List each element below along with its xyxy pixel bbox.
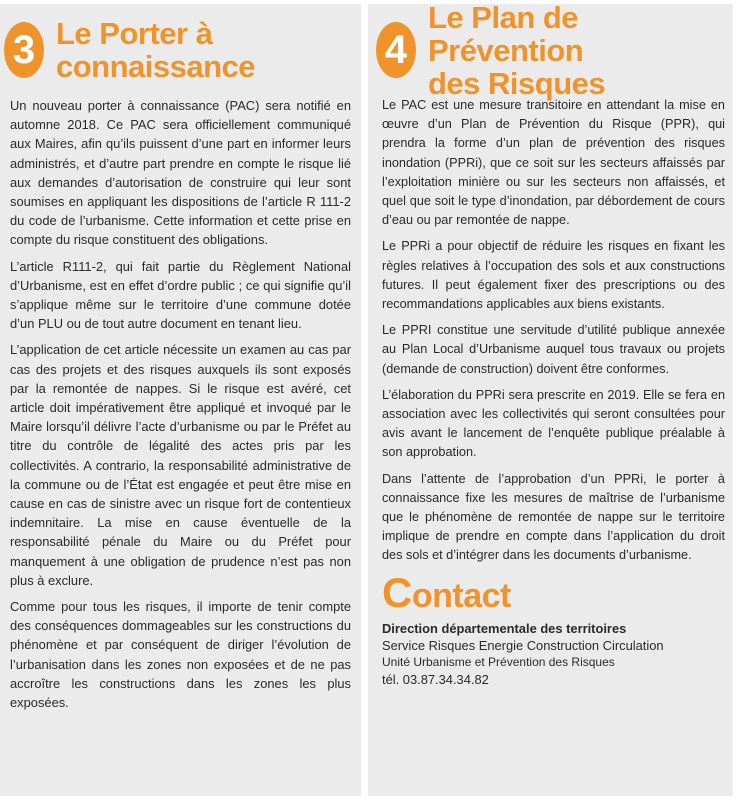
paragraph: Le PPRI constitue une servitude d’utilité publique annexée au Plan Local d’Urbanisme auquel tous travaux ou projets (demande de construction) doivent être conformes. (382, 323, 725, 376)
contact-service: Service Risques Energie Construction Circulation (382, 637, 664, 653)
contact-phone: tél. 03.87.34.34.82 (382, 671, 489, 687)
paragraph: Le PPRi a pour objectif de réduire les risques en fixant les règles relatives à l’occupation des sols et aux constructions futures. Il peut également fixer des prescriptions ou des recommandations applicables aux biens existants. (382, 239, 725, 312)
section-porter-a-connaissance (0, 4, 361, 796)
paragraph: Un nouveau porter à connaissance (PAC) sera notifié en automne 2018. Ce PAC sera officiellement communiqué aux Maires, afin qu’ils puissent d’une part en informer leurs administrés, et d’autre part prendre en compte le risque lié aux demandes d’autorisation de construire qui leur sont soumises en appliquant les dispositions de l’article R 111-2 du code de l’urbanisme. Cette information et cette prise en compte du risque constituent des obligations. (10, 98, 351, 248)
section-number-badge: 4 (376, 22, 416, 78)
paragraph: Comme pour tous les risques, il importe de tenir compte des conséquences dommageables sur les constructions du phénomène et par conséquent de diriger l’évolution de l’urbanisation dans les zones non exposées et de ne pas accroître les constructions dans les zones les plus exposées. (10, 599, 351, 711)
contact-organization: Direction départementale des territoires (382, 620, 627, 636)
section-header (4, 4, 351, 96)
section-title (56, 17, 255, 83)
contact-block (382, 568, 725, 688)
section-title-line-2: connaissance (56, 49, 256, 84)
section-title-line-1: Le Plan de Prévention (428, 0, 584, 68)
contact-title-initial: C (382, 568, 412, 616)
section-title (428, 1, 725, 100)
paragraph: L’application de cet article nécessite un examen au cas par cas des projets et des risques auxquels ils sont exposés par la remontée de nappes. Si le risque est avéré, cet article doit impérativement être appliqué et invoqué par le Maire lorsqu’il délivre l’acte d’urbanisme ou par le Préfet au titre du contrôle de légalité des actes pris par les collectivités. A contrario, la responsabilité administrative de la commune ou de l’État est engagée et peut être mise en cause en cas de sinistre avec un risque fort de contentieux indemnitaire. La mise en cause éventuelle de la responsabilité pénale du Maire ou du Préfet pour manquement à une obligation de prudence n’est pas non plus à exclure. (10, 342, 351, 588)
paragraph: L’élaboration du PPRi sera prescrite en 2019. Elle se fera en association avec les collectivités qui seront consultées pour avis avant le lancement de l’enquête publique préalable à son approbation. (382, 387, 725, 460)
section-header (376, 0, 725, 101)
section-title-line-2: des Risques (428, 65, 606, 101)
paragraph: Le PAC est une mesure transitoire en attendant la mise en œuvre d’un Plan de Prévention du Risque (PPR), qui prendra la forme d’un plan de prévention des risques inondation (PPRi), que ce soit sur les secteurs affaissés par l’exploitation minière ou sur les secteurs non affaissés, et quel que soit le type d’inondation, par débordement de cours d’eau ou par remontée de nappe. (382, 98, 725, 228)
section-title-line-1: Le Porter à (56, 16, 213, 51)
paragraph: L’article R111-2, qui fait partie du Règlement National d’Urbanisme, est en effet d’ordre public ; ce qui signifie qu’il s’applique même sur le territoire d’une commune dotée d’un PLU ou de tout autre document en tenant lieu. (10, 258, 351, 332)
section-body (10, 96, 351, 712)
contact-unit: Unité Urbanisme et Prévention des Risques (382, 654, 615, 669)
paragraph: Dans l’attente de l’approbation d’un PPRi, le porter à connaissance fixe les mesures de maîtrise de l’urbanisme que le phénomène de remontée de nappe sur le territoire implique de prendre en compte dans l’application du droit des sols et d’intégrer dans les documents d’urbanisme. (382, 471, 725, 563)
section-plan-prevention-risques (368, 0, 733, 796)
contact-title (382, 568, 725, 616)
contact-title-rest: ontact (411, 576, 511, 615)
section-body (382, 96, 725, 566)
section-number-badge: 3 (4, 22, 44, 78)
